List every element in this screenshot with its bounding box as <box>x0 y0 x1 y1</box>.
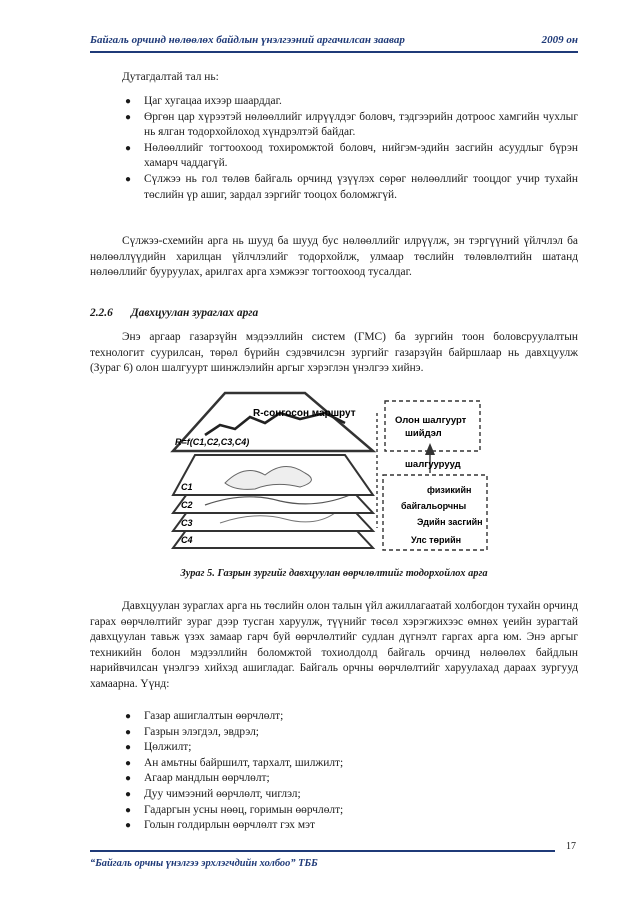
intro-label: Дутагдалтай тал нь: <box>122 71 219 83</box>
list-item: ● Нөлөөллийг тогтоохоод тохиромжтой боловч, нийгэм-эдийн засгийн асуудлыг бүрэн хамарч чаддагүй. <box>125 141 578 170</box>
header-rule <box>90 51 578 53</box>
figure-caption: Зураг 5. Газрын зургийг давхцуулан өөрчлөлтийг тодорхойлох арга <box>180 568 488 579</box>
svg-text:C3: C3 <box>181 518 193 528</box>
route-formula: R=f(C1,C2,C3,C4) <box>175 437 250 447</box>
decision-box <box>385 401 480 451</box>
bullet-icon: ● <box>125 757 132 769</box>
header-title: Байгаль орчинд нөлөөлөх байдлын үнэлгээний аргачилсан заавар <box>90 34 405 46</box>
criterion-political: Улс төрийн <box>411 535 462 545</box>
criteria-title: шалгуурууд <box>405 459 461 470</box>
svg-text:C4: C4 <box>181 535 193 545</box>
list-item: ● Сүлжээ нь гол төлөв байгаль орчинд үзүүлэх сөрөг нөлөөллийг тооцдог учир тухайн төслийн үр ашиг, зардал зэргийг тооцох боломжгүй. <box>125 172 578 201</box>
bullet-icon: ● <box>125 111 132 123</box>
list-item: ● Газар ашиглалтын өөрчлөлт; <box>120 709 578 725</box>
bullet-icon: ● <box>125 742 132 754</box>
overlay-figure <box>165 383 520 558</box>
paragraph-overlay-detail: Давхцуулан зураглах арга нь төслийн олон талын үйл ажиллагаатай холбогдон тухайн орчинд гарах өөрчлөлтийг зураг дээр тусган харуулж, түүнийг төсөл хэрэгжихээс өмнөх үеийн зурагтай давхцуулан тавьж үзэх замаар гарч буй өөрчлөлтийг судлан дүгнэлт гаргах арга юм. Энэ аргыг техникийн болон мэдээллийн боломжтой тохиолдолд байгаль орчинд нөлөөлөх байдлын нарийвчилсан үнэлгээ хийхэд ашигладаг. Байгаль орчны өөрчлөлтийг харуулахад дараах зургууд хамаарна. Үүнд: <box>90 600 578 690</box>
bullet-icon: ● <box>125 773 132 785</box>
list-item: ● Агаар мандлын өөрчлөлт; <box>120 771 578 787</box>
disadvantages-list <box>120 94 578 203</box>
paragraph-network: Сүлжээ-схемийн арга нь шууд ба шууд бус нөлөөллийг илрүүлж, эн тэргүүний үйлчлэл ба нөлөөллүүдийн харилцан үйлчлэлийг тодорхойлж, улмаар төслийн төлөвлөлтийн шатанд нөлөөллийг бууруулах, арилгах арга хэмжээг тогтоохоод тусалдаг. <box>90 235 578 279</box>
page-number: 17 <box>566 841 576 852</box>
bullet-icon: ● <box>125 96 132 107</box>
svg-text:C1: C1 <box>181 482 193 492</box>
bullet-icon: ● <box>125 173 132 185</box>
section-number: 2.2.6 <box>90 307 113 319</box>
map-types-list <box>120 709 578 834</box>
criterion-economic: Эдийн засгийн <box>417 517 483 527</box>
arrow-head-icon <box>425 443 435 455</box>
svg-text:C2: C2 <box>181 500 193 510</box>
list-item: ● Голын голдирлын өөрчлөлт гэх мэт <box>120 818 578 834</box>
list-item: ● Цаг хугацаа ихээр шаарддаг. <box>120 94 578 110</box>
bullet-icon: ● <box>125 788 132 800</box>
footer-text: “Байгаль орчны үнэлгээ эрхлэгчдийн холбоо” ТББ <box>90 858 318 869</box>
list-item: ● Өргөн цар хүрээтэй нөлөөллийг илрүүлдэг боловч, тэдгээрийн дотроос хамгийн чухлыг нь ялган тодорхойлоход хүндрэлтэй байдаг. <box>125 110 578 139</box>
bullet-icon: ● <box>125 142 132 154</box>
decision-label: Олон шалгуурт шийдэл <box>395 415 467 439</box>
list-item: ● Цөлжилт; <box>120 740 578 756</box>
header-year: 2009 он <box>541 34 578 46</box>
bullet-icon: ● <box>125 726 132 738</box>
section-title: Давхцуулан зураглах арга <box>130 307 259 319</box>
bullet-icon: ● <box>125 711 132 722</box>
bullet-icon: ● <box>125 804 132 816</box>
list-item: ● Гадаргын усны нөөц, горимын өөрчлөлт; <box>120 803 578 819</box>
route-label: R-сонгосон маршрут <box>253 408 356 419</box>
criterion-physical: физикийн <box>427 485 472 495</box>
list-item: ● Ан амьтны байршилт, тархалт, шилжилт; <box>120 756 578 772</box>
layer-route <box>173 393 373 451</box>
footer-rule <box>90 850 555 852</box>
section-heading <box>90 307 258 319</box>
page-header <box>90 34 578 50</box>
bullet-icon: ● <box>125 820 132 832</box>
list-item: ● Дуу чимээний өөрчлөлт, чиглэл; <box>120 787 578 803</box>
paragraph-overlay-intro: Энэ аргаар газарзүйн мэдээллийн систем (ГМС) ба зургийн тоон боловсруулалтын технологит суурилсан, төрөл бүрийн сэдэвчилсэн зургийг газарзүйн байршлаар нь давхцуулж (Зураг 6) олон шалгуурт шинжлэлийн аргыг хэрэглэн үнэлгээ хийнэ. <box>90 331 578 375</box>
criterion-environment: байгальорчны <box>401 501 467 511</box>
list-item: ● Газрын элэгдэл, эвдрэл; <box>120 725 578 741</box>
layer-c1 <box>173 455 373 495</box>
